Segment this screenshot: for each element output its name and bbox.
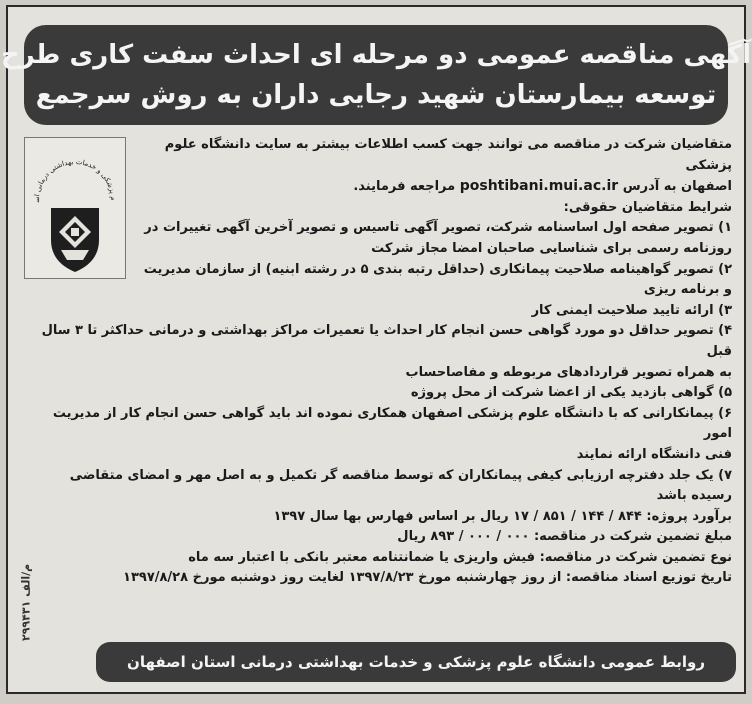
conditions-title: شرایط متقاضیان حقوقی: <box>563 199 732 215</box>
svg-text:دانشگاه علوم پزشکی و خدمات بهد <box>25 138 117 203</box>
title-line-1: آگهی مناقصه عمومی دو مرحله ای احداث سفت کاری طرح <box>1 40 751 70</box>
intro-line-1: متقاضیان شرکت در مناقصه می توانند جهت کسب اطلاعات بیشتر به سایت دانشگاه علوم پزشکی <box>164 137 732 173</box>
intro-line-2 <box>128 176 732 198</box>
intro-text-b: مراجعه فرمایند. <box>353 179 456 195</box>
condition-6a: ۶) پیمانکارانی که با دانشگاه علوم پزشکی اصفهان همکاری نموده اند باید گواهی حسن انجام کار از مدیریت امور <box>52 405 732 442</box>
condition-2a: ۲) تصویر گواهینامه صلاحیت پیمانکاری (حداقل رتبه بندی ۵ در رشته ابنیه) از سازمان مدیریت <box>143 261 732 277</box>
condition-6b: فنی دانشگاه ارائه نمایند <box>576 446 732 462</box>
reference-code: م/الف ۲۹۹۴۳۱ <box>19 563 33 641</box>
condition-3: ۳) ارائه تایید صلاحیت ایمنی کار <box>531 302 732 318</box>
intro-text-a: اصفهان به آدرس <box>622 179 732 195</box>
condition-1b: روزنامه رسمی برای شناسایی صاحبان امضا مجاز شرکت <box>371 240 732 256</box>
condition-7: ۷) یک جلد دفترچه ارزیابی کیفی پیمانکاران که توسط مناقصه گر تکمیل و به اصل مهر و امضای متقاضی رسیده باشد <box>69 467 732 504</box>
title-line-2: توسعه بیمارستان شهید رجایی داران به روش سرجمع <box>35 80 717 110</box>
guarantee-amount: مبلغ تضمین شرکت در مناقصه: ۰۰۰ / ۰۰۰ / ۸۹۳ ریال <box>397 529 732 545</box>
condition-5: ۵) گواهی بازدید یکی از اعضا شرکت از محل پروژه <box>410 385 732 401</box>
website-link[interactable]: poshtibani.mui.ac.ir <box>459 178 619 195</box>
title-banner <box>1 25 751 125</box>
condition-4a: ۴) تصویر حداقل دو مورد گواهی حسن انجام کار احداث یا تعمیرات مراکز بهداشتی و درمانی حداکثر تا ۳ سال قبل <box>41 323 732 359</box>
notice-page <box>1 5 751 694</box>
university-emblem-icon <box>25 138 125 278</box>
condition-1a: ۱) تصویر صفحه اول اساسنامه شرکت، تصویر آگهی تاسیس و تصویر آخرین آگهی تغییرات در <box>144 220 732 236</box>
distribution-dates: تاریخ توزیع اسناد مناقصه: از روز چهارشنبه مورخ ۱۳۹۷/۸/۲۳ لغایت روز دوشنبه مورخ ۱۳۹۷/۸/۲۸ <box>123 570 732 586</box>
condition-2b: و برنامه ریزی <box>643 282 732 298</box>
university-logo <box>24 137 126 279</box>
guarantee-type: نوع تضمین شرکت در مناقصه: فیش واریزی یا ضمانتنامه معتبر بانکی با اعتبار سه ماه <box>188 549 732 565</box>
condition-4b: به همراه تصویر قراردادهای مربوطه و مفاصاحساب <box>405 364 732 380</box>
project-estimate: برآورد پروژه: ۸۴۴ / ۱۴۴ / ۸۵۱ / ۱۷ ریال بر اساس فهارس بها سال ۱۳۹۷ <box>273 508 732 524</box>
logo-arc-text: م پزشکی و خدمات بهداشتی درمانی اس <box>32 157 118 203</box>
footer-banner: روابط عمومی دانشگاه علوم پزشکی و خدمات بهداشتی درمانی استان اصفهان <box>96 642 736 682</box>
